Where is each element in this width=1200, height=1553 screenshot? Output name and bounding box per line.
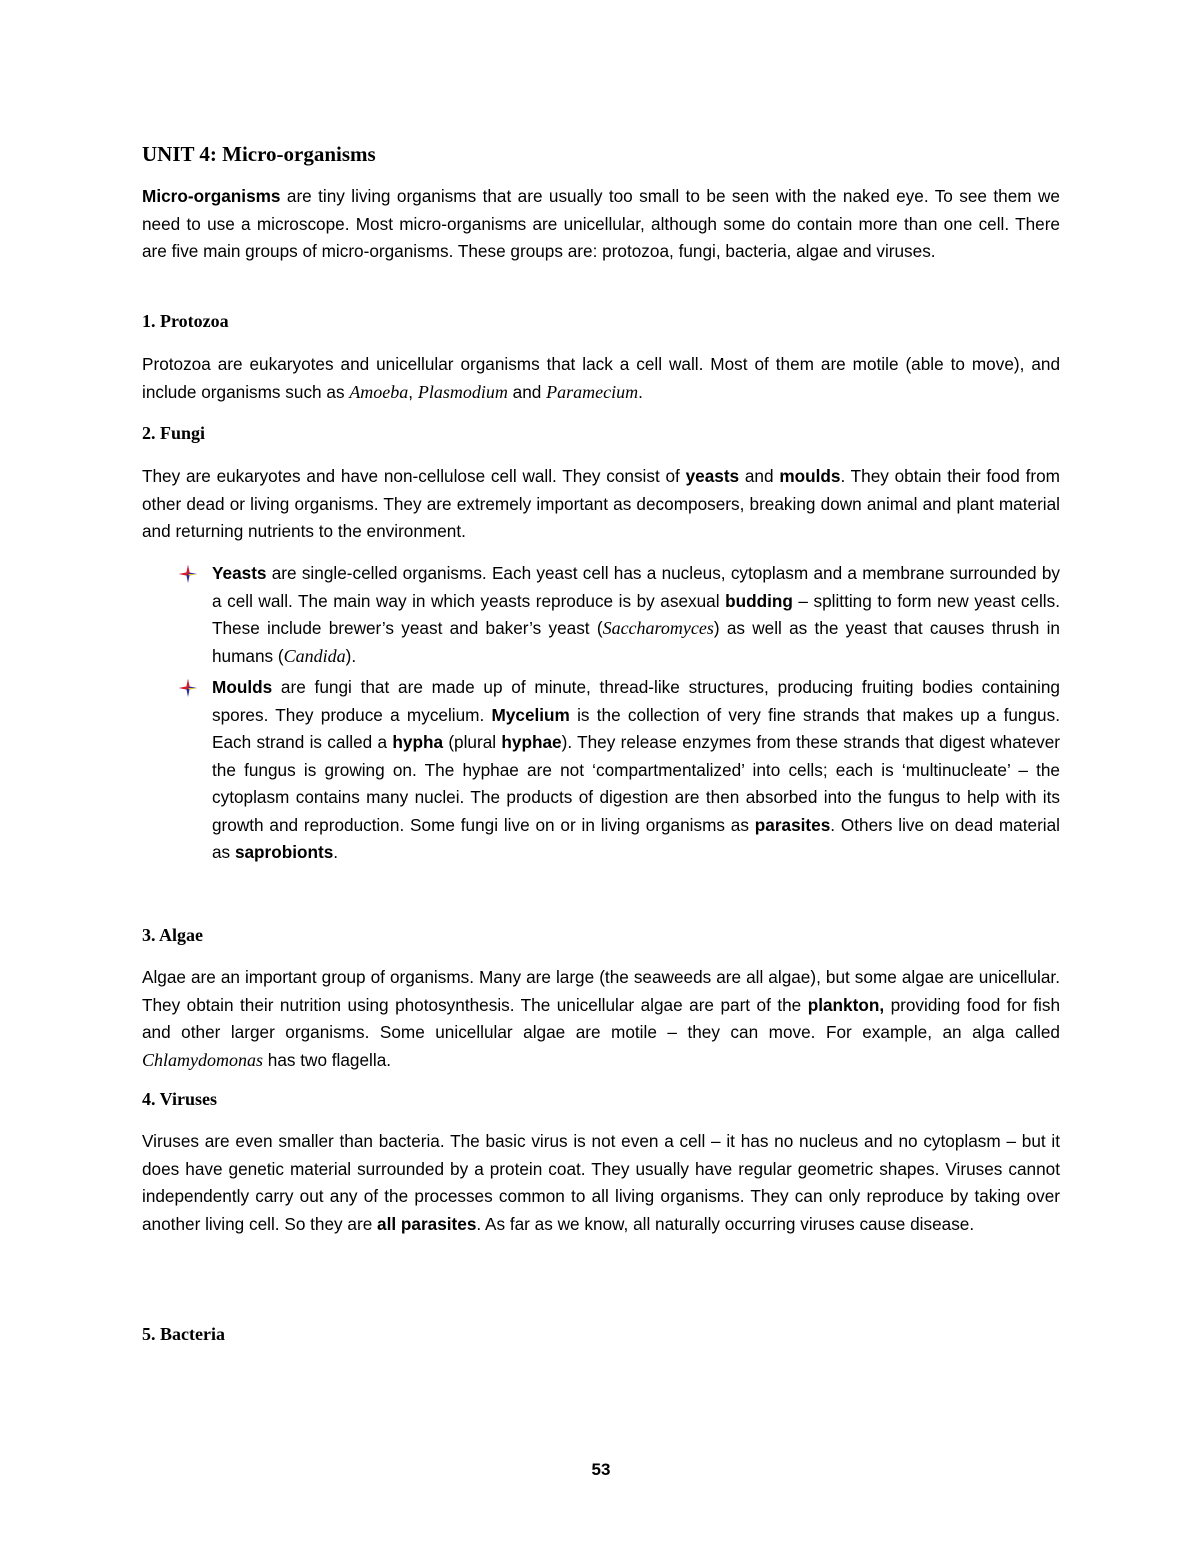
intro-paragraph: Micro-organisms are tiny living organisms that are usually too small to be seen with the naked eye. To see them we need to use a microscope. Most micro-organisms are unicellular, although some do contain more than one cell. There are five main groups of micro-organisms. These groups are: protozoa, fungi, bacteria, algae and viruses. — [142, 186, 1060, 261]
intro-term: Micro-organisms — [142, 186, 281, 206]
page-title: UNIT 4: Micro-organisms — [142, 142, 376, 166]
algae-paragraph: Algae are an important group of organisms. Many are large (the seaweeds are all algae), but some algae are unicellular. They obtain their nutrition using photosynthesis. The unicellular algae are part of the plankton, providing food for fish and other larger organisms. Some unicellular algae are motile – they can move. For example, an alga called Chlamydomonas has two flagella. — [142, 967, 1061, 1070]
star-bullet-icon — [178, 564, 198, 584]
viruses-paragraph: Viruses are even smaller than bacteria. The basic virus is not even a cell – it has no nucleus and no cytoplasm – but it does have genetic material surrounded by a protein coat. They usually have regular geometric shapes. Viruses cannot independently carry out any of the processes common to all living organisms. They can only reproduce by taking over another living cell. So they are all parasites. As far as we know, all naturally occurring viruses cause disease. — [142, 1131, 1060, 1234]
page-number: 53 — [591, 1460, 611, 1479]
moulds-text: Moulds are fungi that are made up of minute, thread-like structures, producing fruiting bodies containing spores. They produce a mycelium. Mycelium is the collection of very fine strands that makes up a fungus. Each strand is called a hypha (plural hyphae). They release enzymes from these strands that digest whatever the fungus is growing on. The hyphae are not ‘compartmentalized’ into cells; each is ‘multinucleate’ – the cytoplasm contains many nuclei. The products of digestion are then absorbed into the fungus to help with its growth and reproduction. Some fungi live on or in living organisms as parasites. Others live on dead material as saprobionts. — [212, 677, 1061, 862]
protozoa-paragraph: Protozoa are eukaryotes and unicellular organisms that lack a cell wall. Most of them are motile (able to move), and include organisms such as Amoeba, Plasmodium and Paramecium. — [142, 354, 1060, 402]
fungi-paragraph: They are eukaryotes and have non-cellulose cell wall. They consist of yeasts and moulds. They obtain their food from other dead or living organisms. They are extremely important as decomposers, breaking down animal and plant material and returning nutrients to the environment. — [142, 466, 1060, 541]
heading-viruses: 4. Viruses — [142, 1089, 218, 1109]
fungi-bullet-list — [178, 560, 1060, 867]
heading-algae: 3. Algae — [142, 925, 203, 945]
list-item-yeasts — [178, 560, 1060, 670]
star-bullet-icon — [178, 678, 198, 698]
heading-fungi: 2. Fungi — [142, 423, 206, 443]
list-item-moulds — [178, 674, 1060, 867]
heading-bacteria: 5. Bacteria — [142, 1324, 225, 1344]
heading-protozoa: 1. Protozoa — [142, 311, 229, 331]
yeasts-text: Yeasts are single-celled organisms. Each yeast cell has a nucleus, cytoplasm and a membrane surrounded by a cell wall. The main way in which yeasts reproduce is by asexual budding – splitting to form new yeast cells. These include brewer’s yeast and baker’s yeast (Saccharomyces) as well as the yeast that causes thrush in humans (Candida). — [212, 563, 1060, 666]
